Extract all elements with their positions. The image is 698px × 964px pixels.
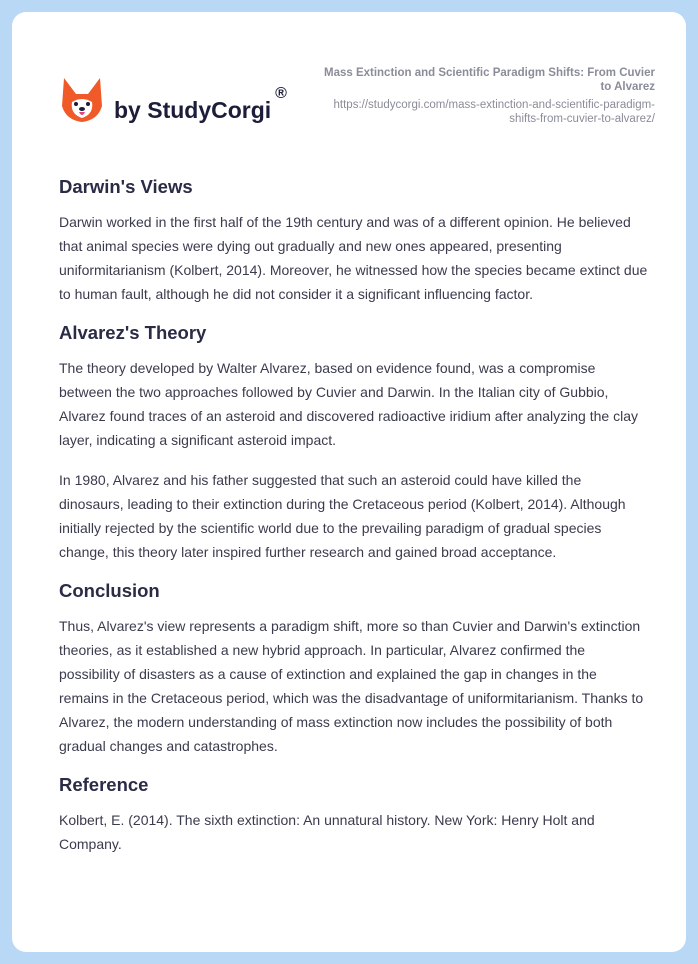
corgi-icon <box>60 76 104 124</box>
document-title: Mass Extinction and Scientific Paradigm Shifts: From Cuvier to Alvarez <box>323 67 655 93</box>
document-url[interactable]: https://studycorgi.com/mass-extinction-and-scientific-paradigm-shifts-from-cuvier-to-alvarez/ <box>333 99 655 125</box>
paragraph: Darwin worked in the first half of the 19th century and was of a different opinion. He believed that animal species were dying out gradually and new ones appeared, presenting uniformitarianism (Kolbert, 2014). Moreover, he witnessed how the species became extinct due to human fault, although he did not consider it a significant influencing factor. <box>59 214 648 302</box>
section-heading: Conclusion <box>59 580 160 601</box>
section-heading: Reference <box>59 774 149 795</box>
paragraph: Thus, Alvarez's view represents a paradigm shift, more so than Cuvier and Darwin's extinction theories, as it established a new hybrid approach. In particular, Alvarez confirmed the possibility of disasters as a cause of extinction and explained the gap in changes in the remains in the Cretaceous period, which was the disadvantage of uniformitarianism. Thanks to Alvarez, the modern understanding of mass extinction now includes the possibility of both gradual changes and catastrophes. <box>59 618 644 754</box>
document-meta <box>315 66 655 126</box>
paragraph: The theory developed by Walter Alvarez, based on evidence found, was a compromise between the two approaches followed by Cuvier and Darwin. In the Italian city of Gubbio, Alvarez found traces of an asteroid and discovered radioactive iridium after analyzing the clay layer, indicating a significant asteroid impact. <box>59 360 638 448</box>
brand-name: by StudyCorgi® <box>114 84 287 123</box>
document-body <box>59 176 649 872</box>
paragraph: In 1980, Alvarez and his father suggested that such an asteroid could have killed the dinosaurs, leading to their extinction during the Cretaceous period (Kolbert, 2014). Although initially rejected by the scientific world due to the prevailing paradigm of gradual species change, this theory later inspired further research and gained broad acceptance. <box>59 472 626 560</box>
paragraph: Kolbert, E. (2014). The sixth extinction: An unnatural history. New York: Henry Holt and Company. <box>59 812 595 852</box>
document-card <box>12 12 686 952</box>
studycorgi-logo[interactable] <box>60 76 287 124</box>
section-heading: Darwin's Views <box>59 176 193 197</box>
section-heading: Alvarez's Theory <box>59 322 207 343</box>
